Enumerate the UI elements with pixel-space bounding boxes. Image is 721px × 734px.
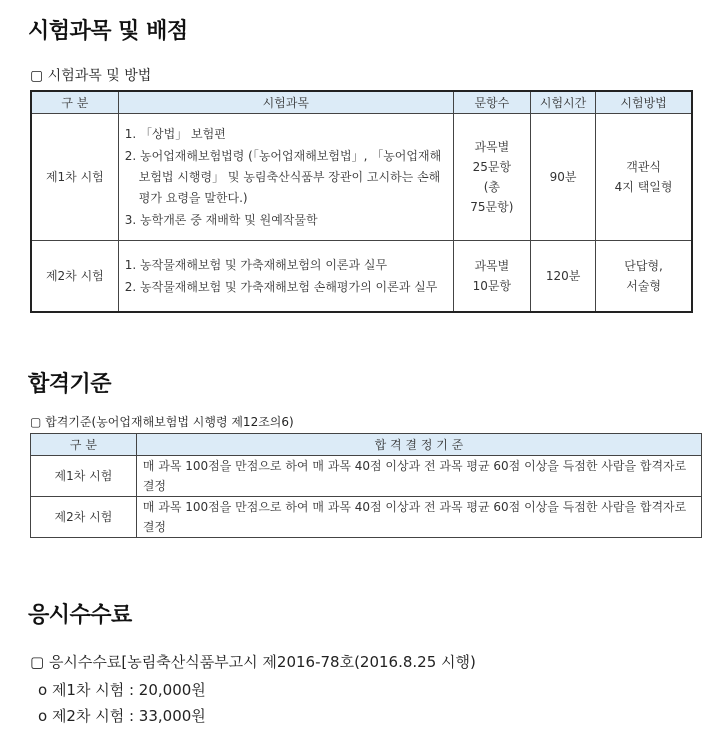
list-item: 3. 농학개론 중 재배학 및 원예작물학 xyxy=(124,212,318,227)
count-line: 75문항) xyxy=(470,200,514,214)
criteria-text: 매 과목 100점을 만점으로 하여 매 과목 40점 이상과 전 과목 평균 60점 이상을 득점한 사람을 합격자로 결정 xyxy=(136,456,701,497)
criteria-text: 매 과목 100점을 만점으로 하여 매 과목 40점 이상과 전 과목 평균 60점 이상을 득점한 사람을 합격자로 결정 xyxy=(136,497,701,538)
question-count xyxy=(453,241,530,313)
header-question-count: 문항수 xyxy=(453,91,530,114)
count-line: 과목별 xyxy=(474,140,510,154)
subject-list xyxy=(118,114,453,241)
count-line: 25문항 xyxy=(472,160,512,174)
subjects-table xyxy=(30,90,693,313)
fee-item-second: o 제2차 시험 : 33,000원 xyxy=(38,707,206,725)
pass-criteria-header xyxy=(31,434,702,456)
exam-time: 90분 xyxy=(530,114,595,241)
header-exam-method: 시험방법 xyxy=(596,91,692,114)
header-subjects: 시험과목 xyxy=(118,91,453,114)
subjects-table-header xyxy=(31,91,692,114)
count-line: (총 xyxy=(483,180,500,194)
exam-method xyxy=(596,241,692,313)
section-heading-subjects: 시험과목 및 배점 xyxy=(28,19,188,44)
table-row xyxy=(31,241,692,313)
subheading-subjects-methods: ▢ 시험과목 및 방법 xyxy=(30,68,152,84)
table-row xyxy=(31,114,692,241)
exam-method xyxy=(596,114,692,241)
count-line: 10문항 xyxy=(472,279,512,293)
count-line: 과목별 xyxy=(474,259,510,273)
subheading-pass-criteria: ▢ 합격기준(농어업재해보험법 시행령 제12조의6) xyxy=(30,415,294,429)
method-line: 객관식 xyxy=(626,160,661,174)
method-line: 서술형 xyxy=(626,279,661,293)
table-row xyxy=(31,497,702,538)
header-category: 구 분 xyxy=(31,91,118,114)
list-item: 2. 농어업재해보험법령 (「농어업재해보험법」, 「농어업재해보험법 시행령」 및 농림축산식품부 장관이 고시하는 손해평가 요령을 말한다.) xyxy=(124,148,442,205)
list-item: 2. 농작물재해보험 및 가축재해보험 손해평가의 이론과 실무 xyxy=(124,279,438,294)
list-item: 1. 농작물재해보험 및 가축재해보험의 이론과 실무 xyxy=(124,257,388,272)
section-heading-pass-criteria: 합격기준 xyxy=(28,372,112,397)
header-category: 구 분 xyxy=(31,434,137,456)
pass-criteria-table xyxy=(30,433,702,538)
row-label: 제2차 시험 xyxy=(31,241,118,313)
table-row xyxy=(31,456,702,497)
list-item: 1. 「상법」 보험편 xyxy=(124,126,226,141)
fee-item-first: o 제1차 시험 : 20,000원 xyxy=(38,681,206,699)
question-count xyxy=(453,114,530,241)
method-line: 단답형, xyxy=(624,259,663,273)
header-exam-time: 시험시간 xyxy=(530,91,595,114)
exam-time: 120분 xyxy=(530,241,595,313)
method-line: 4지 택일형 xyxy=(614,180,673,194)
row-label: 제1차 시험 xyxy=(31,114,118,241)
subheading-exam-fee: ▢ 응시수수료[농림축산식품부고시 제2016-78호(2016.8.25 시행) xyxy=(30,653,476,671)
header-criteria: 합 격 결 정 기 준 xyxy=(136,434,701,456)
section-heading-exam-fee: 응시수수료 xyxy=(28,603,132,628)
row-label: 제1차 시험 xyxy=(31,456,137,497)
subject-list xyxy=(118,241,453,313)
row-label: 제2차 시험 xyxy=(31,497,137,538)
